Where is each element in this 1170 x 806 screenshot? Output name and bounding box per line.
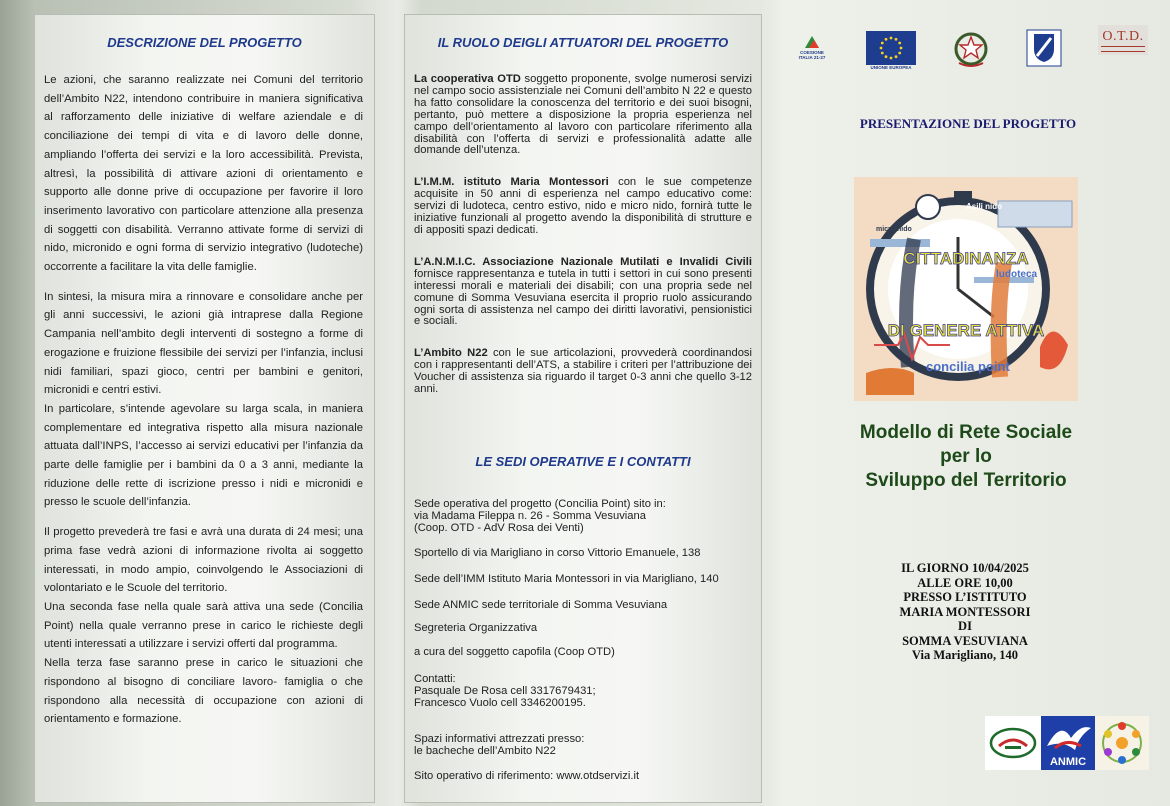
description-paragraph: Il progetto prevederà tre fasi e avrà una durata di 24 mesi; una prima fase vedrà azioni di informazione rivolta ai soggetto interessati, in modo ampio, coinvolgendo le Associazioni di volontariato e le Scuole del territorio. xyxy=(44,526,363,595)
description-paragraph: In particolare, s’intende agevolare su larga scala, in maniera complementare ed integrativa rispetto alla misura nazionale attuata dall’INPS, l’accesso ai servizi educativi per l’infanzia da parte delle famiglie per i bambini da 0 a 3 anni, mediante la riduzione delle rette di iscrizione presso i nidi e micronidi e presso le scuole dell’infanzia. xyxy=(44,402,363,509)
contact-item: Sede operativa del progetto (Concilia Point) sito in: via Madama Fileppa n. 26 - Somma Vesuviana (Coop. OTD - AdV Rosa dei Venti) xyxy=(414,498,666,534)
poster-title-line2: DI GENERE ATTIVA xyxy=(887,321,1045,340)
italian-republic-emblem-icon xyxy=(951,29,991,69)
coesione-icon xyxy=(803,34,821,50)
poster-micro-label: micro nido xyxy=(876,226,912,233)
poster-asili-label: Asili nido xyxy=(966,202,1002,211)
contact-item: Contatti: Pasquale De Rosa cell 3317679431; Francesco Vuolo cell 3346200195. xyxy=(414,673,596,709)
contact-item: Sportello di via Marigliano in corso Vittorio Emanuele, 138 xyxy=(414,547,701,559)
roles-panel xyxy=(404,14,762,803)
otd-logo: O.T.D. xyxy=(1098,25,1148,55)
description-panel xyxy=(34,14,375,803)
event-details: IL GIORNO 10/04/2025 ALLE ORE 10,00 PRESSO L’ISTITUTO MARIA MONTESSORI DI SOMMA VESUVIANA Via Marigliano, 140 xyxy=(899,561,1031,662)
role-otd: La cooperativa OTD soggetto proponente, svolge numerosi servizi nel campo socio assistenziale nei Comuni dell’ambito N 22 e questo ha fatto consolidare la conoscenza del territorio e dei suoi bisogni, pertanto, può mettere a disposizione la propria esperienza nel campo dell’orientamento al lavoro con particolare riferimento alla disabilità con l’offerta di servizi e professionalità adatte alle domande dell’utenza. xyxy=(414,73,753,157)
contact-item: Sede dell’IMM Istituto Maria Montessori in via Marigliano, 140 xyxy=(414,573,719,585)
project-poster xyxy=(854,177,1078,401)
partner-logo-montessori xyxy=(985,716,1041,770)
partner-logo-rosa-dei-venti xyxy=(1095,716,1149,770)
role-ambito: L’Ambito N22 con le sue articolazioni, provvederà coordinandosi con i rappresentanti dell’ATS, a stabilire i criteri per l’attribuzione dei Voucher di assistenza sia riguardo il target 0-3 anni che quello 3-12 anni. xyxy=(414,347,753,396)
contacts-title: LE SEDI OPERATIVE E I CONTATTI xyxy=(475,454,691,469)
presentation-title: PRESENTAZIONE DEL PROGETTO xyxy=(859,116,1077,131)
eu-flag-icon xyxy=(866,31,916,65)
model-title: Modello di Rete Sociale per lo Sviluppo del Territorio xyxy=(859,422,1073,491)
contact-item: Sede ANMIC sede territoriale di Somma Vesuviana xyxy=(414,599,668,611)
poster-concilia-label: concilia point xyxy=(926,359,1010,374)
description-paragraph: Nella terza fase saranno prese in carico le situazioni che rispondono al bisogno di conciliare lavoro- famiglia o che rispondono alla necessità di occupazione con azioni di orientamento e formazione. xyxy=(44,657,363,726)
description-text xyxy=(44,71,363,729)
contact-item: Segreteria Organizzativa xyxy=(414,622,538,634)
anmic-bird-icon xyxy=(1041,716,1095,758)
eu-logo: UNIONE EUROPEA xyxy=(865,28,917,72)
role-imm: L’I.M.M. istituto Maria Montessori con le sue competenze acquisite in 50 anni di esperienza nel campo educativo come: servizi di ludoteca, centro estivo, nido e micro nido, fornirà tutte le iniziative funzionali al progetto avendo la disponibilità di strutture e di appositi spazi dedicati. xyxy=(414,176,752,236)
description-title: DESCRIZIONE DEL PROGETTO xyxy=(107,35,302,50)
description-paragraph: In sintesi, la misura mira a rinnovare e consolidare anche per gli anni successivi, le azioni già intraprese dalla Regione Campania nell’ambito degli interventi di sostegno a forme di erogazione e fruizione flessibile dei servizi per l’infanzia, inclusi nidi familiari, spazi gioco, centri per bambini e genitori, micronidi e centri estivi. xyxy=(44,290,363,397)
contact-link[interactable]: Sito operativo di riferimento: www.otdservizi.it xyxy=(414,770,640,782)
contact-item: a cura del soggetto capofila (Coop OTD) xyxy=(414,646,615,658)
roles-text xyxy=(414,74,752,416)
contact-item: Spazi informativi attrezzati presso: le bacheche dell’Ambito N22 xyxy=(414,733,585,757)
montessori-icon xyxy=(989,726,1037,760)
roles-title: IL RUOLO DEIGLI ATTUATORI DEL PROGETTO xyxy=(437,35,729,50)
otd-logo-underline xyxy=(1101,46,1145,52)
rosa-dei-venti-icon xyxy=(1099,720,1145,766)
poster-ludoteca-label: ludoteca xyxy=(996,269,1038,280)
campania-shield-icon xyxy=(1026,29,1062,67)
partner-logos xyxy=(985,716,1149,770)
description-paragraph: Una seconda fase nella quale sarà attiva una sede (Concilia Point) nella quale verranno prese in carico le richieste degli utenti interessati a utilizzare i servizi offerti dal programma. xyxy=(44,600,363,651)
italy-emblem xyxy=(950,28,992,70)
partner-logo-anmic: ANMIC xyxy=(1041,716,1095,770)
coesione-logo: COESIONE ITALIA 21-27 xyxy=(795,28,829,66)
poster-title-line1: CITTADINANZA xyxy=(903,249,1029,268)
campania-logo xyxy=(1024,28,1064,68)
role-anmic: L’A.N.M.I.C. Associazione Nazionale Mutilati e Invalidi Civili fornisce rappresentanza e tutela in tutti i settori in cui sono presenti interessi morali e materiali dei disabili; con una propria sede nel comune di Somma Vesuviana esercita il proprio ruolo assicurando ogni sorta di assistenza nel campo dei diritti lavorativi, pensionistici e sociali. xyxy=(414,255,752,328)
description-paragraph: Le azioni, che saranno realizzate nei Comuni del territorio dell’Ambito N22, intendono contribuire in maniera significativa al rafforzamento delle iniziative di welfare aziendale e di conciliazione dei tempi di vita e di lavoro delle donne, ampliando l’offerta dei servizi e la loro accessibilità. Prevista, altresì, la possibilità di attivare azioni di orientamento e supporto alle donne prive di occupazione per favorire il loro inserimento lavorativo con particolare attenzione alla presenza di soggetti con disabilità. Verranno attivate forme di servizi di nido, micronido e ogni forma di servizio integrativo (ludoteche) occorrente a facilitare la vita delle famiglie. xyxy=(44,74,363,274)
